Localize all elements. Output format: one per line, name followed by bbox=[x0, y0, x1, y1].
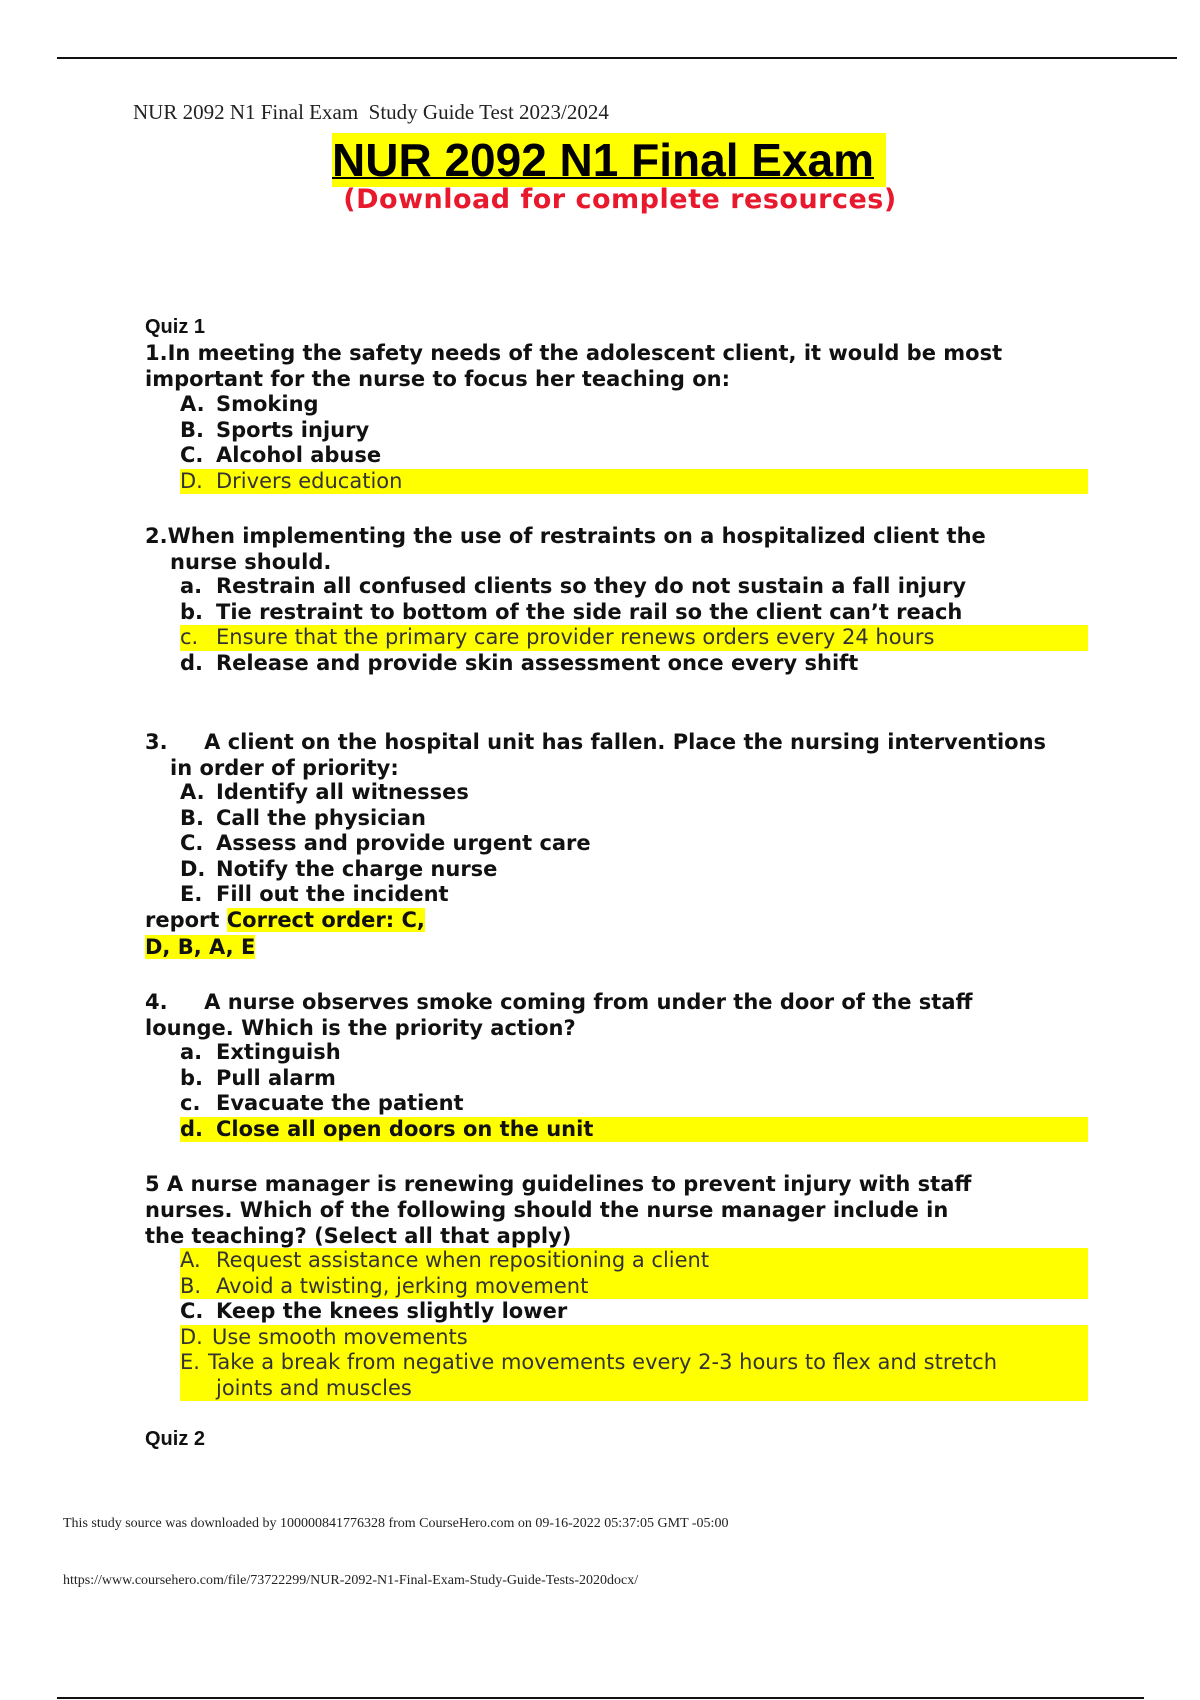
question-3-option-e: E. Fill out the incident bbox=[180, 882, 449, 906]
source-url: https://www.coursehero.com/file/73722299/NUR-2092-N1-Final-Exam-Study-Guide-Tests-2020docx/ bbox=[63, 1573, 639, 1588]
question-4-option-b: b. Pull alarm bbox=[180, 1065, 336, 1090]
question-5-option-d-answer: D. Use smooth movements bbox=[180, 1325, 1088, 1351]
question-2-options bbox=[180, 574, 1088, 676]
question-4-line-2: lounge. Which is the priority action? bbox=[145, 1016, 576, 1040]
document-header: NUR 2092 N1 Final Exam Study Guide Test 2023/2024 bbox=[133, 100, 609, 124]
question-5-line-1: 5 A nurse manager is renewing guidelines to prevent injury with staff bbox=[145, 1172, 972, 1196]
question-5-options bbox=[180, 1248, 1088, 1401]
question-5-option-e-answer: E. Take a break from negative movements every 2-3 hours to flex and stretch joints and muscles bbox=[180, 1350, 1088, 1401]
question-3-option-a: A. Identify all witnesses bbox=[180, 780, 469, 804]
question-3-line-2: in order of priority: bbox=[170, 756, 399, 780]
bottom-rule bbox=[57, 1697, 1144, 1699]
question-5 bbox=[145, 1171, 1105, 1249]
page-title: NUR 2092 N1 Final Exam bbox=[332, 133, 886, 187]
question-5-option-a-answer: A. Request assistance when repositioning a client bbox=[180, 1248, 1088, 1274]
quiz-2-label: Quiz 2 bbox=[145, 1428, 206, 1450]
question-1-options bbox=[180, 392, 1088, 494]
question-4-option-c: c. Evacuate the patient bbox=[180, 1091, 464, 1115]
question-2-line-1: 2.When implementing the use of restraints on a hospitalized client the bbox=[145, 524, 986, 548]
question-3-option-c: C. Assess and provide urgent care bbox=[180, 831, 591, 855]
question-1-option-b: B. Sports injury bbox=[180, 417, 370, 442]
question-1 bbox=[145, 340, 1105, 392]
question-2-option-d: d. Release and provide skin assessment once every shift bbox=[180, 650, 859, 675]
question-3 bbox=[145, 729, 1105, 781]
download-subtitle: (Download for complete resources) bbox=[343, 184, 897, 215]
download-source-note: This study source was downloaded by 100000841776328 from CourseHero.com on 09-16-2022 05:37:05 GMT -05:00 bbox=[63, 1516, 729, 1531]
question-3-answer bbox=[145, 907, 425, 961]
question-4-option-a: a. Extinguish bbox=[180, 1040, 341, 1064]
question-1-option-d-answer: D. Drivers education bbox=[180, 469, 1088, 495]
question-5-line-2: nurses. Which of the following should the nurse manager include in bbox=[145, 1198, 949, 1222]
question-5-line-3: the teaching? (Select all that apply) bbox=[145, 1224, 572, 1248]
question-4-options bbox=[180, 1040, 1088, 1142]
question-3-option-b: B. Call the physician bbox=[180, 805, 426, 830]
question-2-option-c-answer: c. Ensure that the primary care provider renews orders every 24 hours bbox=[180, 625, 1088, 651]
question-1-line-2: important for the nurse to focus her teaching on: bbox=[145, 367, 731, 391]
question-3-options bbox=[180, 780, 1088, 908]
question-3-option-d: D. Notify the charge nurse bbox=[180, 856, 498, 881]
question-3-answer-prefix: report bbox=[145, 908, 227, 932]
question-3-correct-order-cont: D, B, A, E bbox=[145, 935, 256, 959]
question-1-option-a: A. Smoking bbox=[180, 392, 319, 416]
question-4-option-d-answer: d. Close all open doors on the unit bbox=[180, 1117, 1088, 1143]
quiz-1-label: Quiz 1 bbox=[145, 316, 206, 338]
question-2-option-b: b. Tie restraint to bottom of the side rail so the client can’t reach bbox=[180, 599, 963, 624]
question-5-option-c: C. Keep the knees slightly lower bbox=[180, 1299, 568, 1323]
question-5-option-b-answer: B. Avoid a twisting, jerking movement bbox=[180, 1274, 1088, 1300]
question-4 bbox=[145, 989, 1105, 1041]
question-2-line-2: nurse should. bbox=[170, 550, 332, 574]
question-1-line-1: 1.In meeting the safety needs of the adolescent client, it would be most bbox=[145, 341, 1003, 365]
question-4-line-1: 4. A nurse observes smoke coming from under the door of the staff bbox=[145, 990, 973, 1014]
question-3-correct-order: Correct order: C, bbox=[226, 908, 425, 932]
question-2-option-a: a. Restrain all confused clients so they do not sustain a fall injury bbox=[180, 574, 967, 598]
question-3-line-1: 3. A client on the hospital unit has fallen. Place the nursing interventions bbox=[145, 730, 1047, 754]
question-2 bbox=[145, 523, 1105, 575]
question-1-option-c: C. Alcohol abuse bbox=[180, 443, 382, 467]
top-rule bbox=[57, 57, 1177, 59]
